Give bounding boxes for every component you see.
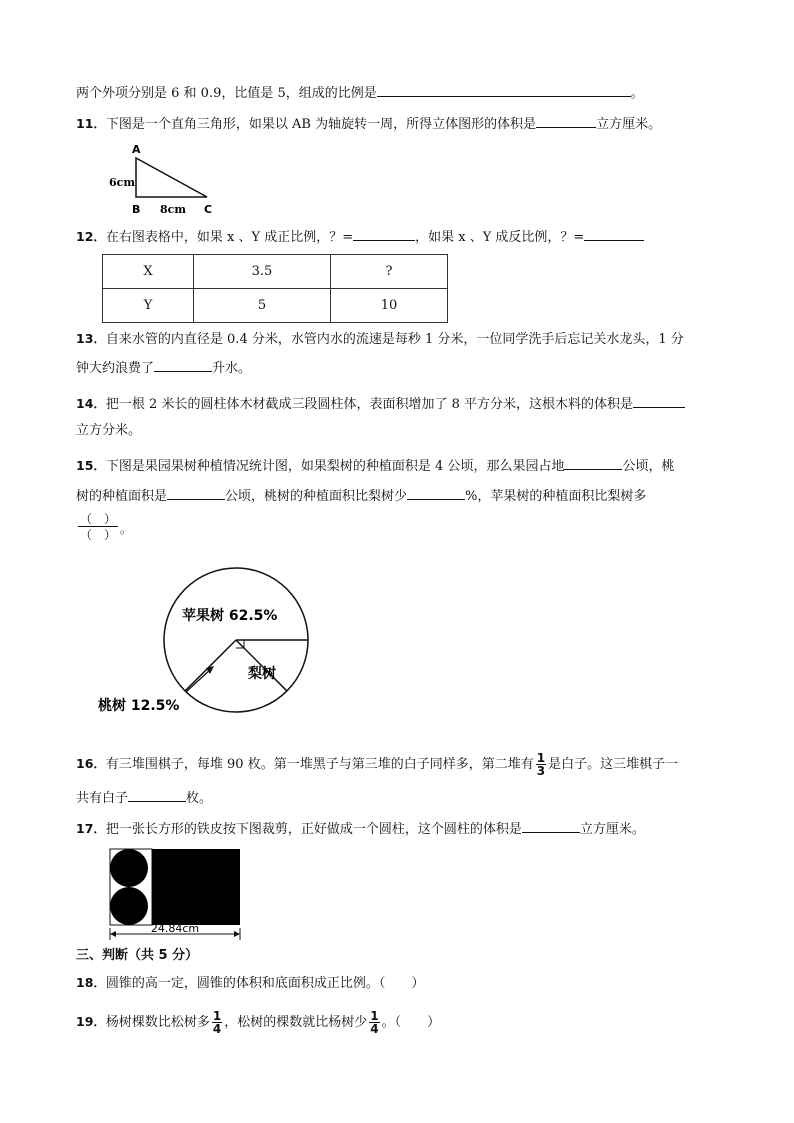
- q17-sheet-figure: [104, 846, 244, 942]
- arrow-left-icon: [110, 931, 116, 937]
- q12-inverse-blank[interactable]: [584, 226, 644, 241]
- pie-slice-lines: [185, 640, 308, 691]
- dimension-label: 24.84cm: [150, 922, 200, 935]
- q19-line[interactable]: 19．杨树棵数比松树多 $\frac{1}{4}$ ，松树的棵数就比杨树少 $\frac{1}{4}$ 。（ ）: [76, 1009, 441, 1036]
- q17-line: 17．把一张长方形的铁皮按下图裁剪，正好做成一个圆柱，这个圆柱的体积是 立方厘米。: [76, 818, 738, 840]
- table-cell: 3.5: [194, 255, 331, 289]
- q19-fraction-1: $\frac{1}{4}$: [212, 1009, 222, 1036]
- pie-slice-boundary: [185, 640, 236, 691]
- q14-line1: 14．把一根 2 米长的圆柱体木材截成三段圆柱体，表面积增加了 8 平方分米，这根木料的体积是: [76, 393, 738, 415]
- label-a: A: [132, 143, 141, 156]
- q15-end: 。: [120, 522, 133, 536]
- q15-line2: 树的种植面积是 公顷，桃树的种植面积比梨树少 %，苹果树的种植面积比梨树多: [76, 485, 738, 507]
- q14-answer-blank[interactable]: [633, 393, 685, 408]
- table-cell: ?: [331, 255, 448, 289]
- label-bc: 8cm: [160, 203, 186, 216]
- triangle-shape: [136, 158, 207, 197]
- label-apple: 苹果树 62.5%: [182, 608, 278, 624]
- q15-peach-blank[interactable]: [167, 485, 225, 500]
- table-cell: Y: [103, 289, 194, 323]
- circle-top: [110, 849, 148, 887]
- q15-percent-blank[interactable]: [407, 485, 465, 500]
- q12-line: 12．在右图表格中，如果 x 、Y 成正比例，？= ，如果 x 、Y 成反比例，？=: [76, 226, 738, 248]
- q15-fraction-bottom[interactable]: （ ）: [79, 528, 116, 542]
- q18-line[interactable]: 18．圆锥的高一定，圆锥的体积和底面积成正比例。（ ）: [76, 975, 425, 991]
- q11-triangle-figure: [104, 140, 224, 218]
- q13-line2: 钟大约浪费了 升水。: [76, 357, 738, 379]
- q12-table: [102, 254, 448, 323]
- peach-pointer-arrow: [186, 668, 212, 692]
- table-row: [103, 255, 448, 289]
- label-peach: 桃树 12.5%: [98, 698, 180, 714]
- q16-answer-blank[interactable]: [128, 787, 186, 802]
- q15-line1: 15．下图是果园果树种植情况统计图，如果梨树的种植面积是 4 公顷，那么果园占地 公顷，桃: [76, 455, 738, 477]
- q16-line1: 16．有三堆围棋子，每堆 90 枚。第一堆黑子与第三堆的白子同样多，第二堆有 $\frac{1}{3}$ 是白子。这三堆棋子一: [76, 751, 679, 778]
- q15-fraction-top[interactable]: （ ）: [79, 512, 116, 526]
- q12-direct-blank[interactable]: [353, 226, 415, 241]
- label-pear: 梨树: [248, 666, 276, 682]
- label-ab: 6cm: [109, 176, 135, 189]
- table-cell: 5: [194, 289, 331, 323]
- q16-line2: 共有白子 枚。: [76, 787, 738, 809]
- q11-answer-blank[interactable]: [536, 113, 596, 128]
- q11-line: 11．下图是一个直角三角形，如果以 AB 为轴旋转一周，所得立体图形的体积是 立方厘米。: [76, 113, 738, 135]
- q17-answer-blank[interactable]: [522, 818, 580, 833]
- table-cell: 10: [331, 289, 448, 323]
- q16-fraction: $\frac{1}{3}$: [536, 751, 546, 778]
- q14-line2: 立方分米。: [76, 423, 142, 438]
- circle-bottom: [110, 887, 148, 925]
- q15-total-blank[interactable]: [564, 455, 622, 470]
- q10-answer-blank[interactable]: [377, 82, 631, 97]
- label-c: C: [204, 203, 213, 216]
- q19-fraction-2: $\frac{1}{4}$: [370, 1009, 379, 1036]
- table-row: [103, 289, 448, 323]
- lateral-rect: [152, 849, 240, 925]
- q13-line1: 13．自来水管的内直径是 0.4 分米，水管内水的流速是每秒 1 分米，一位同学洗手后忘记关水龙头，1 分: [76, 331, 684, 347]
- section-3-title: 三、判断（共 5 分）: [76, 948, 199, 963]
- q10-line: 两个外项分别是 6 和 0.9，比值是 5，组成的比例是 。: [76, 82, 738, 104]
- q13-answer-blank[interactable]: [154, 357, 212, 372]
- label-b: B: [132, 203, 141, 216]
- q15-pie-chart: [92, 560, 332, 720]
- arrow-right-icon: [234, 931, 240, 937]
- table-cell: X: [103, 255, 194, 289]
